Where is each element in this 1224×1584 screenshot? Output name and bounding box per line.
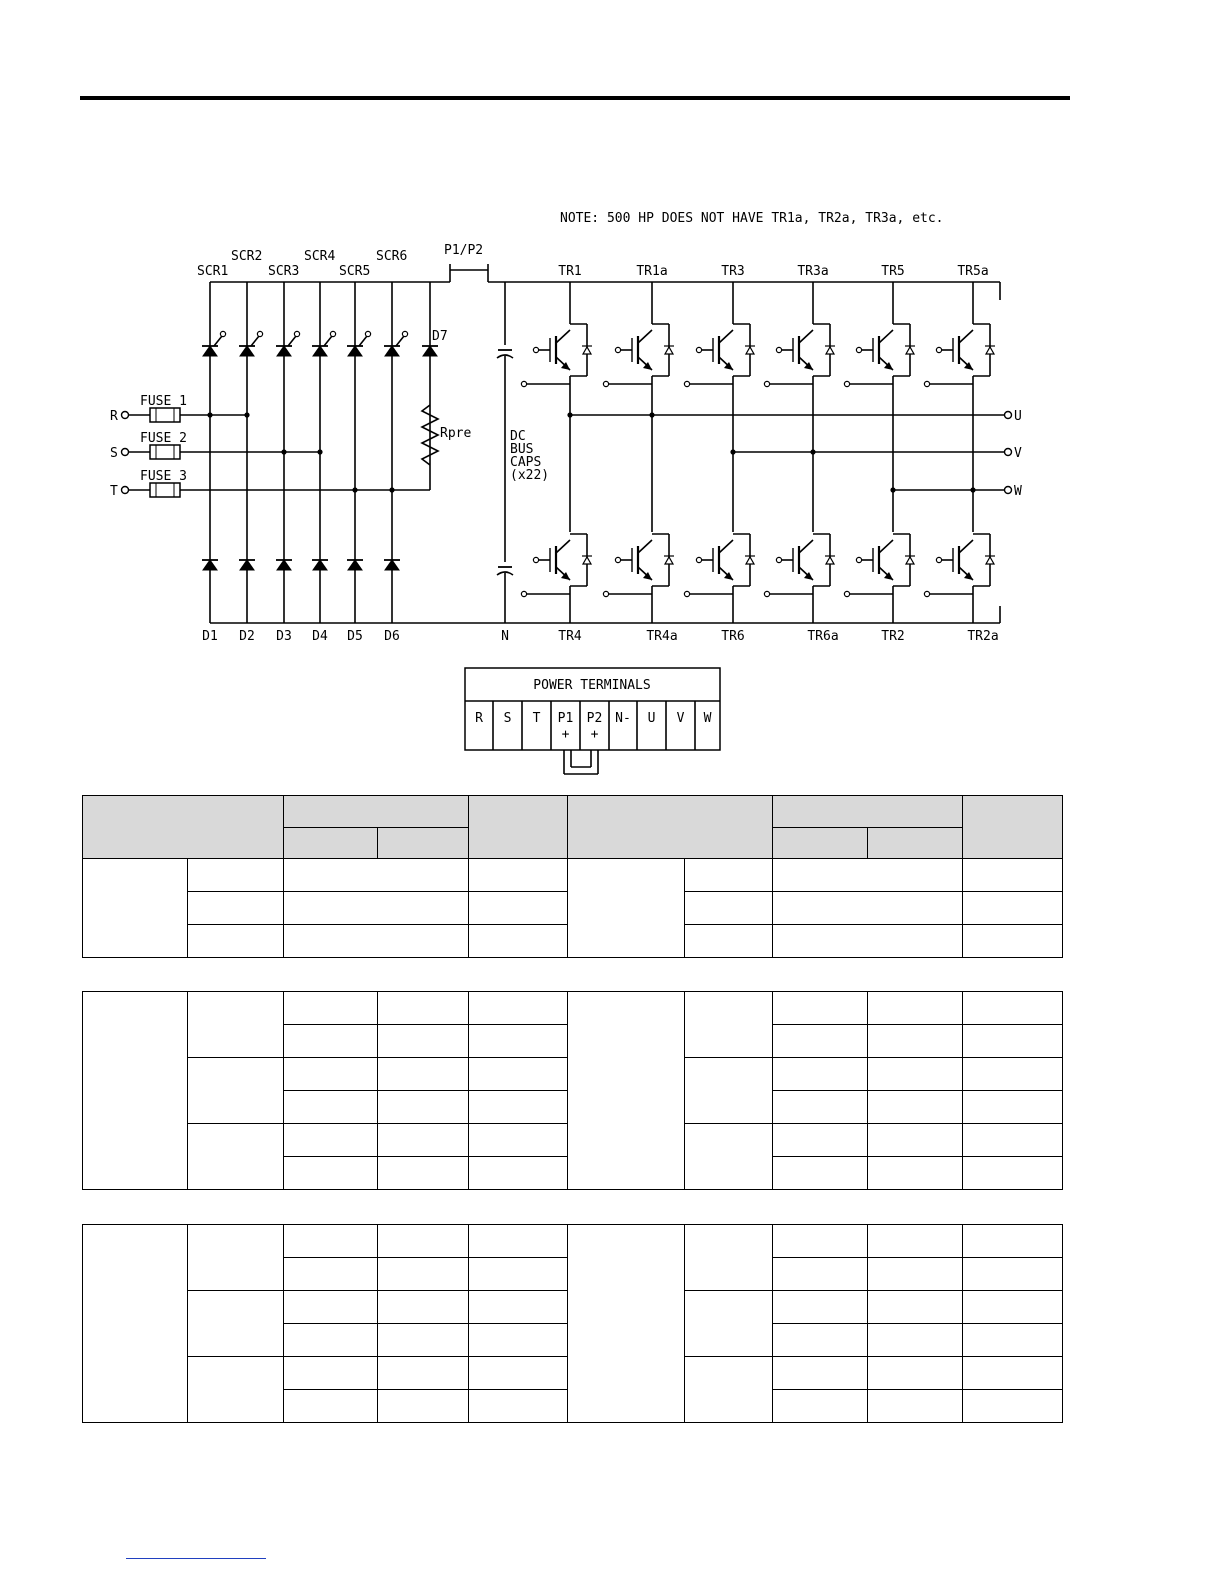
scr-gate (214, 336, 222, 346)
igbt-collector (556, 330, 570, 343)
freewheel-diode (746, 557, 754, 564)
junction-dot (317, 449, 322, 454)
freewheel-diode (906, 347, 914, 354)
scr-symbol (277, 346, 291, 356)
table-cell (685, 859, 773, 892)
input-phase-label: S (110, 446, 118, 461)
gate-return-terminal (844, 381, 849, 386)
transistor-label: TR5 (881, 264, 905, 279)
igbt-collector (879, 330, 893, 343)
table-cell (469, 1324, 568, 1357)
junction-dot (567, 412, 572, 417)
table-cell (378, 1258, 469, 1291)
diode-label: D1 (202, 629, 218, 644)
table-cell (963, 1058, 1063, 1091)
rectifier-diode (348, 560, 362, 570)
scr-gate-terminal (365, 331, 370, 336)
terminal-label: S (503, 711, 512, 726)
scr-symbol (313, 346, 327, 356)
table-header-cell (568, 796, 773, 859)
scr-symbol (240, 346, 254, 356)
table-cell (868, 1324, 963, 1357)
table-cell (963, 892, 1063, 925)
table-cell (378, 1124, 469, 1157)
table-cell (469, 1124, 568, 1157)
table-cell (773, 1157, 868, 1190)
table-cell (284, 1124, 378, 1157)
table-cell (469, 1291, 568, 1324)
terminal-label: U (647, 711, 656, 726)
table-cell (868, 1291, 963, 1324)
gate-terminal (533, 557, 538, 562)
table-cell (188, 1357, 284, 1423)
output-phase-label: V (1014, 446, 1022, 461)
table-cell (685, 1357, 773, 1423)
terminal-label: P1 (557, 711, 574, 726)
freewheel-diode (986, 347, 994, 354)
spec-table-3 (82, 1224, 1063, 1423)
table-cell (685, 1124, 773, 1190)
table-cell (773, 859, 963, 892)
junction-dot (389, 487, 394, 492)
table-cell (773, 1091, 868, 1124)
terminal-polarity: + (561, 727, 570, 742)
table-cell (188, 1124, 284, 1190)
gate-terminal (776, 347, 781, 352)
table-cell (284, 1390, 378, 1423)
terminal-circle (1005, 449, 1012, 456)
freewheel-diode (665, 347, 673, 354)
diode-label: D5 (347, 629, 363, 644)
table-cell (868, 1124, 963, 1157)
diode-label: D2 (239, 629, 255, 644)
junction-dot (352, 487, 357, 492)
table-header-cell (868, 828, 963, 859)
gate-return-terminal (521, 381, 526, 386)
transistor-label: TR3a (797, 264, 829, 279)
gate-terminal (776, 557, 781, 562)
gate-return-terminal (603, 381, 608, 386)
table-cell (284, 859, 469, 892)
terminal-label: P2 (586, 711, 603, 726)
gate-return-terminal (684, 591, 689, 596)
scr-label: SCR4 (304, 249, 336, 264)
table-cell (868, 992, 963, 1025)
table-cell (378, 1357, 469, 1390)
junction-dot (207, 412, 212, 417)
fuse-label: FUSE 3 (140, 469, 187, 484)
table-cell (284, 1058, 378, 1091)
transistor-label: TR2a (967, 629, 999, 644)
table-cell (469, 1157, 568, 1190)
gate-terminal (533, 347, 538, 352)
igbt-collector (799, 540, 813, 553)
fuse-symbol (150, 483, 180, 497)
freewheel-diode (986, 557, 994, 564)
diode-label: D4 (312, 629, 328, 644)
table-cell (469, 1091, 568, 1124)
table-cell (188, 1225, 284, 1291)
gate-terminal (856, 347, 861, 352)
table-cell (963, 1291, 1063, 1324)
terminal-circle (122, 412, 129, 419)
table-cell (188, 992, 284, 1058)
junction-dot (730, 449, 735, 454)
power-terminals-title: POWER TERMINALS (533, 678, 651, 693)
scr-gate (359, 336, 367, 346)
table-cell (773, 1390, 868, 1423)
table-cell (773, 1058, 868, 1091)
terminal-circle (122, 487, 129, 494)
freewheel-diode (746, 347, 754, 354)
table-cell (284, 1157, 378, 1190)
table-cell (773, 1324, 868, 1357)
scr-gate-terminal (257, 331, 262, 336)
table-cell (773, 1258, 868, 1291)
note-text: NOTE: 500 HP DOES NOT HAVE TR1a, TR2a, TR3a, etc. (560, 211, 944, 226)
table-cell (469, 1357, 568, 1390)
fuse-symbol (150, 445, 180, 459)
terminal-label: W (703, 711, 712, 726)
rectifier-diode (313, 560, 327, 570)
gate-terminal (936, 347, 941, 352)
gate-return-terminal (684, 381, 689, 386)
power-circuit-diagram (0, 0, 1224, 790)
table-cell (469, 1390, 568, 1423)
terminal-circle (122, 449, 129, 456)
input-phase-label: T (110, 484, 118, 499)
scr-gate (324, 336, 332, 346)
table-cell (378, 1390, 469, 1423)
table-cell (284, 1225, 378, 1258)
dc-bus-label: BUS (510, 442, 534, 457)
terminal-circle (1005, 487, 1012, 494)
table-cell (378, 1157, 469, 1190)
table-cell (284, 925, 469, 958)
terminal-label: R (475, 711, 483, 726)
table-cell (469, 925, 568, 958)
terminal-label: T (532, 711, 541, 726)
table-cell (685, 1058, 773, 1124)
dc-bus-label: CAPS (510, 455, 542, 470)
transistor-label: TR6a (807, 629, 839, 644)
table-cell (963, 1025, 1063, 1058)
table-cell (773, 1225, 868, 1258)
transistor-label: TR4 (558, 629, 582, 644)
table-cell (963, 1324, 1063, 1357)
igbt-collector (719, 330, 733, 343)
n-label: N (501, 629, 509, 644)
table-cell (868, 1157, 963, 1190)
table-cell (868, 1258, 963, 1291)
table-header-cell (378, 828, 469, 859)
scr-symbol (348, 346, 362, 356)
table-cell (963, 1157, 1063, 1190)
junction-dot (890, 487, 895, 492)
scr-gate-terminal (330, 331, 335, 336)
junction-dot (649, 412, 654, 417)
fuse-label: FUSE 1 (140, 394, 187, 409)
table-cell (773, 1124, 868, 1157)
table-cell (284, 1091, 378, 1124)
table-cell (963, 1390, 1063, 1423)
table-cell (284, 1324, 378, 1357)
fuse-label: FUSE 2 (140, 431, 187, 446)
transistor-label: TR1 (558, 264, 582, 279)
scr-label: SCR3 (268, 264, 300, 279)
rectifier-diode (240, 560, 254, 570)
table-cell (963, 1225, 1063, 1258)
scr-gate-terminal (294, 331, 299, 336)
gate-terminal (696, 557, 701, 562)
table-cell (963, 1091, 1063, 1124)
freewheel-diode (826, 557, 834, 564)
table-cell (685, 925, 773, 958)
table-cell (469, 992, 568, 1025)
igbt-collector (959, 330, 973, 343)
table-cell (568, 1225, 685, 1423)
gate-return-terminal (764, 381, 769, 386)
table-cell (188, 1291, 284, 1357)
table-cell (378, 1324, 469, 1357)
igbt-collector (638, 540, 652, 553)
diode-label: D3 (276, 629, 292, 644)
igbt-collector (959, 540, 973, 553)
freewheel-diode (665, 557, 673, 564)
igbt-collector (638, 330, 652, 343)
table-cell (469, 1025, 568, 1058)
gate-terminal (696, 347, 701, 352)
table-cell (378, 1291, 469, 1324)
input-phase-label: R (110, 409, 118, 424)
table-cell (284, 1357, 378, 1390)
scr-symbol (203, 346, 217, 356)
table-cell (868, 1357, 963, 1390)
table-cell (685, 1225, 773, 1291)
table-cell (378, 1091, 469, 1124)
table-cell (188, 859, 284, 892)
scr-gate (396, 336, 404, 346)
table-cell (83, 992, 188, 1190)
table-cell (963, 1124, 1063, 1157)
gate-return-terminal (844, 591, 849, 596)
spec-table-2 (82, 991, 1063, 1190)
gate-terminal (936, 557, 941, 562)
table-cell (83, 859, 188, 958)
scr-gate (251, 336, 259, 346)
table-cell (685, 992, 773, 1058)
table-cell (378, 1225, 469, 1258)
table-cell (378, 1025, 469, 1058)
gate-terminal (615, 557, 620, 562)
scr-symbol (385, 346, 399, 356)
table-header-cell (469, 796, 568, 859)
table-cell (284, 1258, 378, 1291)
scr-label: SCR1 (197, 264, 229, 279)
rectifier-diode (385, 560, 399, 570)
igbt-collector (879, 540, 893, 553)
table-cell (685, 1291, 773, 1357)
gate-return-terminal (764, 591, 769, 596)
transistor-label: TR5a (957, 264, 989, 279)
igbt-collector (719, 540, 733, 553)
scr-label: SCR2 (231, 249, 263, 264)
junction-dot (281, 449, 286, 454)
d7-diode (423, 346, 437, 356)
table-cell (963, 992, 1063, 1025)
output-phase-label: W (1014, 484, 1022, 499)
table-cell (773, 992, 868, 1025)
junction-dot (970, 487, 975, 492)
table-cell (378, 992, 469, 1025)
table-cell (963, 1357, 1063, 1390)
transistor-label: TR2 (881, 629, 905, 644)
table-cell (469, 892, 568, 925)
table-cell (868, 1225, 963, 1258)
gate-return-terminal (924, 591, 929, 596)
transistor-label: TR1a (636, 264, 668, 279)
scr-label: SCR5 (339, 264, 371, 279)
scr-label: SCR6 (376, 249, 408, 264)
table-cell (469, 1225, 568, 1258)
table-cell (284, 1025, 378, 1058)
table-header-cell (773, 828, 868, 859)
gate-return-terminal (521, 591, 526, 596)
scr-gate (288, 336, 296, 346)
table-cell (773, 1357, 868, 1390)
d7-label: D7 (432, 329, 448, 344)
terminal-circle (1005, 412, 1012, 419)
freewheel-diode (583, 347, 591, 354)
table-cell (568, 992, 685, 1190)
table-header-cell (284, 796, 469, 828)
rectifier-diode (203, 560, 217, 570)
jumper-label: P1/P2 (444, 243, 484, 258)
freewheel-diode (583, 557, 591, 564)
table-cell (963, 859, 1063, 892)
igbt-collector (556, 540, 570, 553)
rectifier-diode (277, 560, 291, 570)
freewheel-diode (826, 347, 834, 354)
transistor-label: TR6 (721, 629, 745, 644)
table-cell (284, 892, 469, 925)
table-header-cell (83, 796, 284, 859)
terminal-polarity: + (590, 727, 599, 742)
scr-gate-terminal (402, 331, 407, 336)
table-cell (773, 1291, 868, 1324)
scr-gate-terminal (220, 331, 225, 336)
freewheel-diode (906, 557, 914, 564)
table-cell (773, 1025, 868, 1058)
table-cell (469, 859, 568, 892)
dc-bus-label: DC (510, 429, 526, 444)
rpre-label: Rpre (440, 426, 472, 441)
fuse-symbol (150, 408, 180, 422)
transistor-label: TR3 (721, 264, 745, 279)
gate-terminal (615, 347, 620, 352)
transistor-label: TR4a (646, 629, 678, 644)
gate-terminal (856, 557, 861, 562)
table-cell (685, 892, 773, 925)
junction-dot (810, 449, 815, 454)
table-cell (469, 1258, 568, 1291)
table-cell (188, 925, 284, 958)
diode-label: D6 (384, 629, 400, 644)
table-cell (378, 1058, 469, 1091)
table-cell (963, 1258, 1063, 1291)
table-cell (469, 1058, 568, 1091)
table-cell (284, 992, 378, 1025)
gate-return-terminal (924, 381, 929, 386)
table-cell (868, 1091, 963, 1124)
table-cell (773, 925, 963, 958)
table-cell (284, 1291, 378, 1324)
table-cell (773, 892, 963, 925)
gate-return-terminal (603, 591, 608, 596)
table-header-cell (963, 796, 1063, 859)
table-cell (868, 1025, 963, 1058)
table-cell (868, 1390, 963, 1423)
table-cell (188, 892, 284, 925)
table-header-cell (284, 828, 378, 859)
junction-dot (244, 412, 249, 417)
igbt-collector (799, 330, 813, 343)
table-cell (868, 1058, 963, 1091)
footer-link-underline[interactable] (126, 1558, 266, 1559)
dc-bus-label: (x22) (510, 468, 550, 483)
spec-table-1 (82, 795, 1063, 958)
terminal-label: N- (615, 711, 631, 726)
table-cell (963, 925, 1063, 958)
table-cell (568, 859, 685, 958)
table-cell (83, 1225, 188, 1423)
terminal-label: V (676, 711, 685, 726)
table-header-cell (773, 796, 963, 828)
table-cell (188, 1058, 284, 1124)
output-phase-label: U (1014, 409, 1022, 424)
